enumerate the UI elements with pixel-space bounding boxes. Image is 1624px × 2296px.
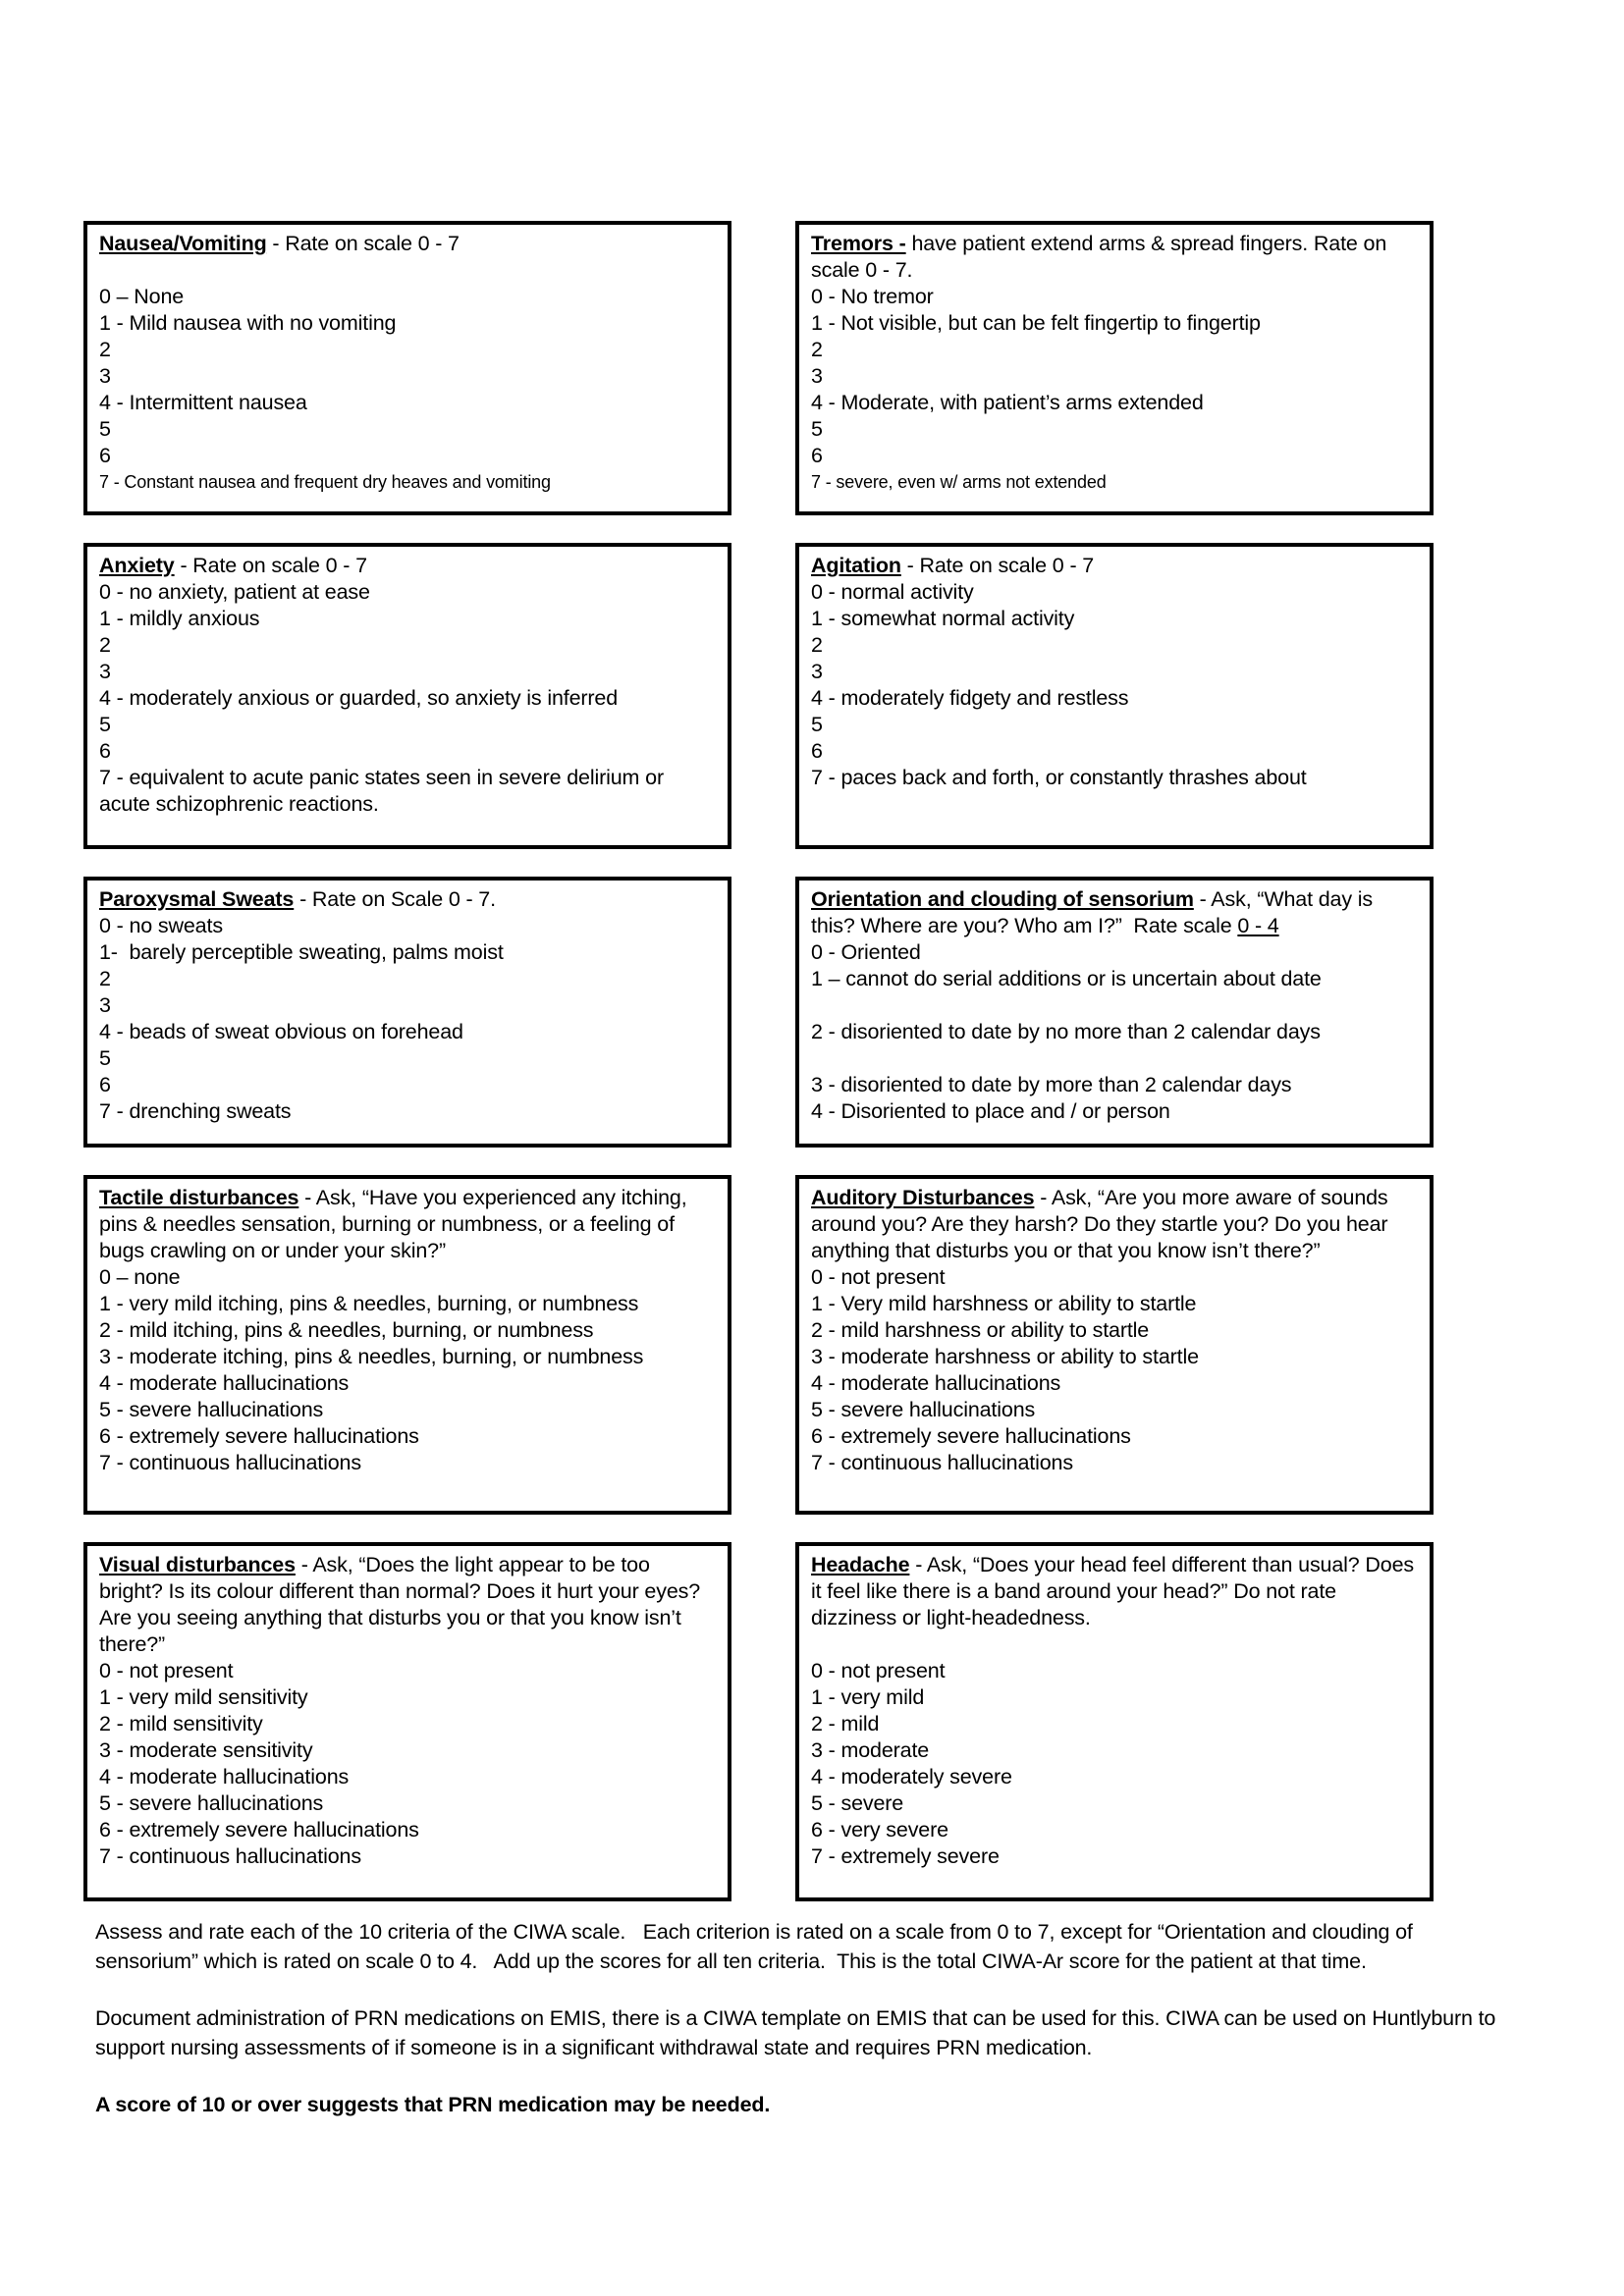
criterion-rating-lines bbox=[99, 913, 716, 1125]
rating-line: 1 - mildly anxious bbox=[99, 607, 260, 630]
rating-line: 4 - beads of sweat obvious on forehead bbox=[99, 1020, 463, 1043]
rating-line: 2 bbox=[811, 633, 823, 657]
rating-line: 5 bbox=[99, 417, 111, 441]
criterion-rating-lines bbox=[99, 579, 716, 818]
rating-line: 7 - continuous hallucinations bbox=[811, 1451, 1073, 1474]
criterion-header bbox=[99, 231, 716, 257]
criterion-header bbox=[811, 1552, 1418, 1631]
criterion-description: - Ask, “Does the light appear to be too bright? Is its colour different than normal? Does it hurt your eyes? Are you seeing anything that disturbs you or that you know isn’t there?” bbox=[99, 1553, 705, 1656]
criterion-rating-lines bbox=[811, 579, 1418, 791]
criterion-description: - Rate on scale 0 - 7 bbox=[174, 554, 367, 577]
rating-line bbox=[811, 1045, 1418, 1072]
rating-line: 6 bbox=[99, 739, 111, 763]
rating-line: 2 - disoriented to date by no more than 2 calendar days bbox=[811, 1020, 1321, 1043]
rating-line: 7 - continuous hallucinations bbox=[99, 1844, 361, 1868]
criterion-description: - Ask, “What day is this? Where are you? Who am I?” Rate scale bbox=[811, 887, 1379, 937]
rating-line: 6 bbox=[99, 1073, 111, 1096]
rating-line: 0 - not present bbox=[811, 1659, 946, 1682]
rating-line: 0 - not present bbox=[99, 1659, 234, 1682]
rating-line: 3 - moderate harshness or ability to startle bbox=[811, 1345, 1199, 1368]
rating-line: 5 - severe bbox=[811, 1791, 904, 1815]
rating-line: 0 - no sweats bbox=[99, 914, 223, 937]
rating-line: 1 - somewhat normal activity bbox=[811, 607, 1075, 630]
criterion-title: Anxiety bbox=[99, 554, 175, 577]
rating-line: 0 – none bbox=[99, 1265, 181, 1289]
criterion-description: - Ask, “Are you more aware of sounds around you? Are they harsh? Do they startle you? Do you hear anything that disturbs you or that you know isn’t there?” bbox=[811, 1186, 1394, 1262]
criterion-box bbox=[795, 543, 1434, 849]
criterion-title: Visual disturbances bbox=[99, 1553, 296, 1576]
rating-line: 7 - drenching sweats bbox=[99, 1099, 292, 1123]
footer-instructions bbox=[95, 1917, 1516, 2147]
criterion-box bbox=[83, 877, 731, 1148]
rating-line: 7 - extremely severe bbox=[811, 1844, 1000, 1868]
rating-line: 4 - moderate hallucinations bbox=[99, 1371, 350, 1395]
criterion-box bbox=[83, 1542, 731, 1901]
criterion-box bbox=[83, 1175, 731, 1515]
rating-line: 5 bbox=[811, 713, 823, 736]
rating-line: 1 - very mild sensitivity bbox=[99, 1685, 308, 1709]
criterion-rating-lines bbox=[811, 1264, 1418, 1476]
criterion-description: - Rate on Scale 0 - 7. bbox=[294, 887, 496, 911]
criterion-scale-range: 0 - 4 bbox=[1237, 914, 1279, 937]
rating-line: 5 - severe hallucinations bbox=[99, 1791, 324, 1815]
rating-line bbox=[811, 992, 1418, 1019]
rating-line: 0 - No tremor bbox=[811, 285, 934, 308]
criterion-title: Nausea/Vomiting bbox=[99, 232, 267, 255]
rating-line: 2 bbox=[99, 338, 111, 361]
rating-line: 0 - Oriented bbox=[811, 940, 921, 964]
criterion-title: Paroxysmal Sweats bbox=[99, 887, 295, 911]
rating-line: 2 - mild bbox=[811, 1712, 880, 1735]
rating-line: 0 - normal activity bbox=[811, 580, 974, 604]
rating-line: 7 - equivalent to acute panic states seen in severe delirium or acute schizophrenic reactions. bbox=[99, 766, 670, 816]
criterion-box bbox=[83, 543, 731, 849]
rating-line: 3 bbox=[99, 660, 111, 683]
criterion-description: - Rate on scale 0 - 7 bbox=[900, 554, 1095, 577]
criterion-title: Orientation and clouding of sensorium bbox=[811, 887, 1194, 911]
criterion-rating-lines bbox=[811, 939, 1418, 1125]
rating-line: 1 – cannot do serial additions or is uncertain about date bbox=[811, 967, 1322, 990]
rating-line: 1- barely perceptible sweating, palms moist bbox=[99, 940, 504, 964]
criterion-title: Agitation bbox=[811, 554, 901, 577]
rating-line: 2 - mild itching, pins & needles, burning, or numbness bbox=[99, 1318, 594, 1342]
rating-line: 3 - moderate itching, pins & needles, burning, or numbness bbox=[99, 1345, 644, 1368]
rating-line: 0 - not present bbox=[811, 1265, 946, 1289]
rating-line: 4 - Disoriented to place and / or person bbox=[811, 1099, 1170, 1123]
criterion-box bbox=[795, 1175, 1434, 1515]
criterion-header bbox=[811, 231, 1418, 284]
criterion-header bbox=[811, 553, 1418, 579]
rating-line: 7 - continuous hallucinations bbox=[99, 1451, 361, 1474]
rating-line: 6 - very severe bbox=[811, 1818, 948, 1842]
rating-line: 5 bbox=[99, 713, 111, 736]
criterion-header bbox=[99, 1185, 716, 1264]
rating-line: 1 - Not visible, but can be felt fingertip to fingertip bbox=[811, 311, 1261, 335]
rating-line: 3 bbox=[811, 660, 823, 683]
rating-line: 2 bbox=[99, 633, 111, 657]
criterion-header bbox=[99, 1552, 716, 1658]
criterion-box bbox=[795, 1542, 1434, 1901]
rating-line: 3 bbox=[99, 364, 111, 388]
rating-line: 3 bbox=[99, 993, 111, 1017]
criterion-rating-lines bbox=[99, 1264, 716, 1476]
rating-line: 4 - moderate hallucinations bbox=[811, 1371, 1061, 1395]
rating-line: 5 bbox=[811, 417, 823, 441]
rating-line: 5 - severe hallucinations bbox=[811, 1398, 1036, 1421]
rating-line: 2 bbox=[99, 967, 111, 990]
rating-line: 4 - moderately anxious or guarded, so anxiety is inferred bbox=[99, 686, 619, 710]
criteria-grid bbox=[83, 221, 1434, 1901]
rating-line: 7 - Constant nausea and frequent dry heaves and vomiting bbox=[99, 472, 551, 492]
criterion-rating-lines bbox=[811, 284, 1418, 496]
rating-line: 1 - very mild itching, pins & needles, burning, or numbness bbox=[99, 1292, 639, 1315]
criterion-description: - Rate on scale 0 - 7 bbox=[266, 232, 460, 255]
criterion-description: have patient extend arms & spread fingers. Rate on scale 0 - 7. bbox=[811, 232, 1392, 282]
rating-line: 1 - very mild bbox=[811, 1685, 925, 1709]
rating-line: 6 bbox=[811, 444, 823, 467]
criterion-header bbox=[811, 886, 1418, 939]
rating-line: 1 - Very mild harshness or ability to startle bbox=[811, 1292, 1197, 1315]
rating-line: 5 - severe hallucinations bbox=[99, 1398, 324, 1421]
criterion-rating-lines bbox=[811, 1631, 1418, 1870]
rating-line: 4 - Intermittent nausea bbox=[99, 391, 307, 414]
criterion-description: - Ask, “Have you experienced any itching, pins & needles sensation, burning or numbness, or a feeling of bugs crawling on or under your skin?” bbox=[99, 1186, 693, 1262]
criterion-header bbox=[811, 1185, 1418, 1264]
rating-line: 6 - extremely severe hallucinations bbox=[811, 1424, 1131, 1448]
criterion-header bbox=[99, 886, 716, 913]
rating-line: 6 - extremely severe hallucinations bbox=[99, 1818, 419, 1842]
criterion-title: Headache bbox=[811, 1553, 910, 1576]
criterion-title: Tremors - bbox=[811, 232, 906, 255]
criterion-rating-lines bbox=[99, 257, 716, 496]
rating-line: 3 - disoriented to date by more than 2 calendar days bbox=[811, 1073, 1292, 1096]
rating-line bbox=[811, 1631, 1418, 1658]
rating-line: 2 - mild harshness or ability to startle bbox=[811, 1318, 1150, 1342]
rating-line: 3 bbox=[811, 364, 823, 388]
criterion-header bbox=[99, 553, 716, 579]
criterion-rating-lines bbox=[99, 1658, 716, 1870]
criterion-box bbox=[83, 221, 731, 515]
rating-line: 2 bbox=[811, 338, 823, 361]
criterion-title: Auditory Disturbances bbox=[811, 1186, 1035, 1209]
rating-line: 6 bbox=[811, 739, 823, 763]
rating-line bbox=[99, 257, 716, 284]
rating-line: 5 bbox=[99, 1046, 111, 1070]
scoring-instructions-paragraph: Assess and rate each of the 10 criteria of the CIWA scale. Each criterion is rated on a scale from 0 to 7, except for “Orientation and clouding of sensorium” which is rated on scale 0 to 4. Add up the scores for all ten criteria. This is the total CIWA-Ar score for the patient at that time. bbox=[95, 1920, 1419, 1973]
rating-line: 7 - paces back and forth, or constantly thrashes about bbox=[811, 766, 1307, 789]
rating-line: 4 - moderately fidgety and restless bbox=[811, 686, 1129, 710]
rating-line: 2 - mild sensitivity bbox=[99, 1712, 263, 1735]
rating-line: 1 - Mild nausea with no vomiting bbox=[99, 311, 397, 335]
rating-line: 3 - moderate bbox=[811, 1738, 930, 1762]
rating-line: 6 - extremely severe hallucinations bbox=[99, 1424, 419, 1448]
criterion-description: - Ask, “Does your head feel different than usual? Does it feel like there is a band around your head?” Do not rate dizziness or light-headedness. bbox=[811, 1553, 1420, 1629]
score-threshold-note: A score of 10 or over suggests that PRN medication may be needed. bbox=[95, 2093, 771, 2116]
criterion-box bbox=[795, 877, 1434, 1148]
rating-line: 0 – None bbox=[99, 285, 185, 308]
rating-line: 0 - no anxiety, patient at ease bbox=[99, 580, 370, 604]
rating-line: 7 - severe, even w/ arms not extended bbox=[811, 472, 1107, 492]
rating-line: 4 - moderately severe bbox=[811, 1765, 1012, 1789]
documentation-instructions-paragraph: Document administration of PRN medications on EMIS, there is a CIWA template on EMIS that can be used for this. CIWA can be used on Huntlyburn to support nursing assessments of if someone is in a significant withdrawal state and requires PRN medication. bbox=[95, 2006, 1502, 2059]
criterion-title: Tactile disturbances bbox=[99, 1186, 299, 1209]
rating-line: 4 - Moderate, with patient’s arms extended bbox=[811, 391, 1204, 414]
criterion-box bbox=[795, 221, 1434, 515]
rating-line: 3 - moderate sensitivity bbox=[99, 1738, 313, 1762]
rating-line: 6 bbox=[99, 444, 111, 467]
rating-line: 4 - moderate hallucinations bbox=[99, 1765, 350, 1789]
